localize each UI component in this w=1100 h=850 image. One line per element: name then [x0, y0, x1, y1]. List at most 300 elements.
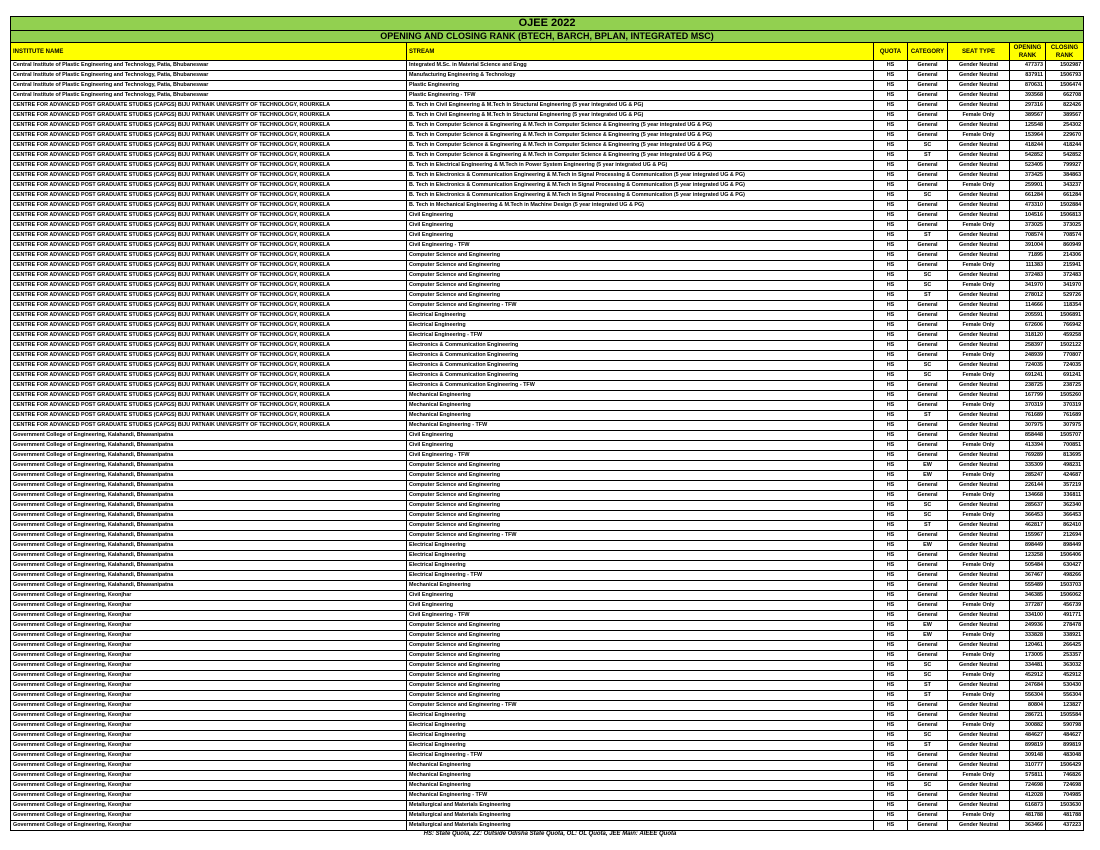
table-row: [11, 211, 1084, 221]
cell-institute: Government College of Engineering, Kalahandi, Bhawanipatna: [11, 531, 407, 541]
cell-stream: Mechanical Engineering: [407, 771, 874, 781]
cell-stream: B. Tech in Computer Science & Engineering & M.Tech in Computer Science & Engineering (5 year integrated UG & PG): [407, 141, 874, 151]
cell-institute: Government College of Engineering, Kalahandi, Bhawanipatna: [11, 461, 407, 471]
cell-closing-rank: 253357: [1046, 651, 1084, 661]
cell-opening-rank: 173005: [1010, 651, 1046, 661]
table-row: [11, 411, 1084, 421]
cell-quota: HS: [874, 631, 908, 641]
cell-closing-rank: 483048: [1046, 751, 1084, 761]
cell-quota: HS: [874, 461, 908, 471]
cell-institute: Central Institute of Plastic Engineering and Technology, Patia, Bhubaneswar: [11, 91, 407, 101]
cell-seat-type: Gender Neutral: [948, 731, 1010, 741]
cell-quota: HS: [874, 591, 908, 601]
cell-seat-type: Gender Neutral: [948, 521, 1010, 531]
cell-quota: HS: [874, 91, 908, 101]
cell-category: General: [908, 531, 948, 541]
cell-opening-rank: 708574: [1010, 231, 1046, 241]
cell-opening-rank: 309148: [1010, 751, 1046, 761]
cell-quota: HS: [874, 441, 908, 451]
cell-stream: Computer Science and Engineering: [407, 621, 874, 631]
cell-category: SC: [908, 731, 948, 741]
cell-category: General: [908, 261, 948, 271]
cell-opening-rank: 278012: [1010, 291, 1046, 301]
cell-opening-rank: 238725: [1010, 381, 1046, 391]
cell-quota: HS: [874, 671, 908, 681]
cell-closing-rank: 1503703: [1046, 581, 1084, 591]
cell-seat-type: Gender Neutral: [948, 291, 1010, 301]
cell-seat-type: Female Only: [948, 651, 1010, 661]
cell-stream: Electronics & Communication Engineering: [407, 341, 874, 351]
cell-closing-rank: 424687: [1046, 471, 1084, 481]
sheet-title: OJEE 2022: [11, 17, 1084, 31]
cell-closing-rank: 1503630: [1046, 801, 1084, 811]
cell-closing-rank: 530430: [1046, 681, 1084, 691]
cell-opening-rank: 837911: [1010, 71, 1046, 81]
cell-stream: Mechanical Engineering: [407, 781, 874, 791]
cell-category: General: [908, 311, 948, 321]
cell-stream: Computer Science and Engineering: [407, 631, 874, 641]
table-row: [11, 191, 1084, 201]
cell-category: General: [908, 331, 948, 341]
cell-opening-rank: 413394: [1010, 441, 1046, 451]
cell-closing-rank: 254302: [1046, 121, 1084, 131]
cell-quota: HS: [874, 701, 908, 711]
cell-seat-type: Gender Neutral: [948, 161, 1010, 171]
table-row: [11, 221, 1084, 231]
cell-institute: Government College of Engineering, Kalahandi, Bhawanipatna: [11, 511, 407, 521]
cell-opening-rank: 226144: [1010, 481, 1046, 491]
table-row: [11, 241, 1084, 251]
cell-institute: CENTRE FOR ADVANCED POST GRADUATE STUDIES (CAPGS) BIJU PATNAIK UNIVERSITY OF TECHNOLOGY, ROURKELA: [11, 311, 407, 321]
cell-stream: Mechanical Engineering - TFW: [407, 421, 874, 431]
cell-quota: HS: [874, 481, 908, 491]
cell-category: General: [908, 591, 948, 601]
cell-institute: Government College of Engineering, Keonjhar: [11, 591, 407, 601]
cell-quota: HS: [874, 761, 908, 771]
cell-quota: HS: [874, 281, 908, 291]
cell-closing-rank: 118354: [1046, 301, 1084, 311]
cell-opening-rank: 661284: [1010, 191, 1046, 201]
cell-quota: HS: [874, 321, 908, 331]
cell-seat-type: Gender Neutral: [948, 641, 1010, 651]
cell-closing-rank: 899819: [1046, 741, 1084, 751]
cell-institute: CENTRE FOR ADVANCED POST GRADUATE STUDIES (CAPGS) BIJU PATNAIK UNIVERSITY OF TECHNOLOGY, ROURKELA: [11, 221, 407, 231]
cell-stream: Electrical Engineering: [407, 731, 874, 741]
table-row: [11, 431, 1084, 441]
cell-seat-type: Gender Neutral: [948, 91, 1010, 101]
cell-institute: Central Institute of Plastic Engineering and Technology, Patia, Bhubaneswar: [11, 81, 407, 91]
cell-quota: HS: [874, 191, 908, 201]
cell-stream: Civil Engineering: [407, 211, 874, 221]
cell-quota: HS: [874, 371, 908, 381]
cell-quota: HS: [874, 771, 908, 781]
cell-category: General: [908, 761, 948, 771]
cell-opening-rank: 334100: [1010, 611, 1046, 621]
table-row: [11, 541, 1084, 551]
cell-seat-type: Female Only: [948, 671, 1010, 681]
cell-category: General: [908, 821, 948, 831]
table-row: [11, 701, 1084, 711]
cell-opening-rank: 452912: [1010, 671, 1046, 681]
cell-category: General: [908, 751, 948, 761]
cell-seat-type: Gender Neutral: [948, 481, 1010, 491]
cell-quota: HS: [874, 501, 908, 511]
cell-institute: Government College of Engineering, Keonjhar: [11, 791, 407, 801]
cell-opening-rank: 462817: [1010, 521, 1046, 531]
table-row: [11, 661, 1084, 671]
cell-closing-rank: 459258: [1046, 331, 1084, 341]
cell-opening-rank: 318120: [1010, 331, 1046, 341]
cell-institute: CENTRE FOR ADVANCED POST GRADUATE STUDIES (CAPGS) BIJU PATNAIK UNIVERSITY OF TECHNOLOGY, ROURKELA: [11, 171, 407, 181]
table-row: [11, 131, 1084, 141]
table-row: [11, 251, 1084, 261]
cell-stream: B. Tech in Electronics & Communication Engineering & M.Tech in Signal Processing & Communication (5 year integrated UG & PG): [407, 191, 874, 201]
cell-closing-rank: 484627: [1046, 731, 1084, 741]
table-row: [11, 481, 1084, 491]
cell-seat-type: Female Only: [948, 351, 1010, 361]
cell-seat-type: Gender Neutral: [948, 701, 1010, 711]
cell-category: General: [908, 611, 948, 621]
cell-seat-type: Gender Neutral: [948, 311, 1010, 321]
cell-stream: Mechanical Engineering: [407, 401, 874, 411]
cell-stream: B. Tech in Civil Engineering & M.Tech in Structural Engineering (5 year integrated UG & PG): [407, 101, 874, 111]
table-row: [11, 731, 1084, 741]
header-opening-rank: OPENING RANK: [1010, 43, 1046, 61]
cell-seat-type: Female Only: [948, 401, 1010, 411]
table-row: [11, 671, 1084, 681]
cell-opening-rank: 167799: [1010, 391, 1046, 401]
cell-closing-rank: 307975: [1046, 421, 1084, 431]
table-row: [11, 451, 1084, 461]
cell-opening-rank: 391004: [1010, 241, 1046, 251]
cell-closing-rank: 456739: [1046, 601, 1084, 611]
cell-closing-rank: 362340: [1046, 501, 1084, 511]
cell-quota: HS: [874, 221, 908, 231]
table-row: [11, 761, 1084, 771]
header-category: CATEGORY: [908, 43, 948, 61]
cell-quota: HS: [874, 561, 908, 571]
cell-opening-rank: 307975: [1010, 421, 1046, 431]
cell-category: General: [908, 81, 948, 91]
cell-seat-type: Female Only: [948, 111, 1010, 121]
header-row: [11, 43, 1084, 61]
cell-stream: Computer Science and Engineering: [407, 261, 874, 271]
cell-seat-type: Female Only: [948, 321, 1010, 331]
cell-institute: Government College of Engineering, Keonjhar: [11, 651, 407, 661]
cell-category: General: [908, 181, 948, 191]
table-row: [11, 401, 1084, 411]
cell-stream: Mechanical Engineering: [407, 391, 874, 401]
table-row: [11, 71, 1084, 81]
cell-opening-rank: 373025: [1010, 221, 1046, 231]
cell-seat-type: Female Only: [948, 721, 1010, 731]
cell-stream: Metallurgical and Materials Engineering: [407, 821, 874, 831]
cell-institute: Government College of Engineering, Keonjhar: [11, 611, 407, 621]
table-row: [11, 511, 1084, 521]
cell-quota: HS: [874, 421, 908, 431]
table-row: [11, 171, 1084, 181]
cell-seat-type: Gender Neutral: [948, 141, 1010, 151]
cell-category: ST: [908, 521, 948, 531]
cell-category: General: [908, 111, 948, 121]
cell-quota: HS: [874, 351, 908, 361]
cell-closing-rank: 691241: [1046, 371, 1084, 381]
cell-closing-rank: 366453: [1046, 511, 1084, 521]
cell-institute: Government College of Engineering, Keonjhar: [11, 701, 407, 711]
cell-institute: CENTRE FOR ADVANCED POST GRADUATE STUDIES (CAPGS) BIJU PATNAIK UNIVERSITY OF TECHNOLOGY, ROURKELA: [11, 291, 407, 301]
cell-category: ST: [908, 151, 948, 161]
cell-stream: B. Tech in Electrical Engineering & M.Tech in Power System Engineering (5 year integrated UG & PG): [407, 161, 874, 171]
table-row: [11, 631, 1084, 641]
cell-closing-rank: 1506813: [1046, 211, 1084, 221]
table-row: [11, 101, 1084, 111]
cell-closing-rank: 384863: [1046, 171, 1084, 181]
cell-category: ST: [908, 411, 948, 421]
cell-seat-type: Gender Neutral: [948, 751, 1010, 761]
cell-seat-type: Female Only: [948, 261, 1010, 271]
cell-opening-rank: 616873: [1010, 801, 1046, 811]
cell-category: General: [908, 101, 948, 111]
cell-quota: HS: [874, 121, 908, 131]
cell-opening-rank: 334481: [1010, 661, 1046, 671]
table-row: [11, 301, 1084, 311]
cell-closing-rank: 229670: [1046, 131, 1084, 141]
cell-institute: Government College of Engineering, Keonjhar: [11, 781, 407, 791]
cell-quota: HS: [874, 601, 908, 611]
cell-institute: CENTRE FOR ADVANCED POST GRADUATE STUDIES (CAPGS) BIJU PATNAIK UNIVERSITY OF TECHNOLOGY, ROURKELA: [11, 111, 407, 121]
cell-stream: Plastic Engineering: [407, 81, 874, 91]
cell-institute: Government College of Engineering, Keonjhar: [11, 801, 407, 811]
cell-institute: Government College of Engineering, Kalahandi, Bhawanipatna: [11, 491, 407, 501]
cell-institute: CENTRE FOR ADVANCED POST GRADUATE STUDIES (CAPGS) BIJU PATNAIK UNIVERSITY OF TECHNOLOGY, ROURKELA: [11, 201, 407, 211]
cell-opening-rank: 691241: [1010, 371, 1046, 381]
cell-seat-type: Gender Neutral: [948, 801, 1010, 811]
cell-closing-rank: 708574: [1046, 231, 1084, 241]
cell-closing-rank: 372483: [1046, 271, 1084, 281]
cell-closing-rank: 898449: [1046, 541, 1084, 551]
cell-institute: Government College of Engineering, Kalahandi, Bhawanipatna: [11, 471, 407, 481]
cell-quota: HS: [874, 791, 908, 801]
cell-institute: CENTRE FOR ADVANCED POST GRADUATE STUDIES (CAPGS) BIJU PATNAIK UNIVERSITY OF TECHNOLOGY, ROURKELA: [11, 211, 407, 221]
cell-stream: Mechanical Engineering: [407, 761, 874, 771]
cell-stream: Electrical Engineering: [407, 721, 874, 731]
cell-category: EW: [908, 461, 948, 471]
cell-institute: Government College of Engineering, Kalahandi, Bhawanipatna: [11, 481, 407, 491]
header-stream: STREAM: [407, 43, 874, 61]
cell-seat-type: Gender Neutral: [948, 101, 1010, 111]
cell-opening-rank: 370319: [1010, 401, 1046, 411]
cell-closing-rank: 770807: [1046, 351, 1084, 361]
cell-seat-type: Gender Neutral: [948, 71, 1010, 81]
cell-opening-rank: 412028: [1010, 791, 1046, 801]
cell-seat-type: Female Only: [948, 631, 1010, 641]
cell-category: General: [908, 451, 948, 461]
cell-opening-rank: 258397: [1010, 341, 1046, 351]
cell-stream: Computer Science and Engineering: [407, 511, 874, 521]
cell-stream: Computer Science and Engineering: [407, 501, 874, 511]
cell-opening-rank: 761689: [1010, 411, 1046, 421]
footer-note: HS: State Quota, ZZ: Outside Odisha State Quota, OL: OL Quota, JEE Main: AIEEE Quota: [423, 831, 677, 837]
cell-quota: HS: [874, 691, 908, 701]
table-row: [11, 581, 1084, 591]
cell-closing-rank: 1506429: [1046, 761, 1084, 771]
table-row: [11, 161, 1084, 171]
table-row: [11, 711, 1084, 721]
cell-seat-type: Female Only: [948, 371, 1010, 381]
table-row: [11, 181, 1084, 191]
cell-institute: Government College of Engineering, Kalahandi, Bhawanipatna: [11, 501, 407, 511]
cell-institute: Government College of Engineering, Kalahandi, Bhawanipatna: [11, 431, 407, 441]
table-row: [11, 371, 1084, 381]
cell-category: General: [908, 701, 948, 711]
cell-stream: Electronics & Communication Engineering - TFW: [407, 381, 874, 391]
cell-closing-rank: 1502987: [1046, 61, 1084, 71]
cell-category: General: [908, 251, 948, 261]
cell-institute: CENTRE FOR ADVANCED POST GRADUATE STUDIES (CAPGS) BIJU PATNAIK UNIVERSITY OF TECHNOLOGY, ROURKELA: [11, 401, 407, 411]
cell-quota: HS: [874, 521, 908, 531]
cell-closing-rank: 343237: [1046, 181, 1084, 191]
cell-quota: HS: [874, 131, 908, 141]
cell-stream: B. Tech in Mechanical Engineering & M.Tech in Machine Design (5 year integrated UG & PG): [407, 201, 874, 211]
cell-institute: CENTRE FOR ADVANCED POST GRADUATE STUDIES (CAPGS) BIJU PATNAIK UNIVERSITY OF TECHNOLOGY, ROURKELA: [11, 131, 407, 141]
cell-seat-type: Gender Neutral: [948, 251, 1010, 261]
cell-quota: HS: [874, 111, 908, 121]
cell-stream: B. Tech in Civil Engineering & M.Tech in Structural Engineering (5 year integrated UG & PG): [407, 111, 874, 121]
table-row: [11, 491, 1084, 501]
cell-opening-rank: 300882: [1010, 721, 1046, 731]
cell-opening-rank: 366453: [1010, 511, 1046, 521]
cell-closing-rank: 418244: [1046, 141, 1084, 151]
cell-institute: CENTRE FOR ADVANCED POST GRADUATE STUDIES (CAPGS) BIJU PATNAIK UNIVERSITY OF TECHNOLOGY, ROURKELA: [11, 391, 407, 401]
cell-opening-rank: 155967: [1010, 531, 1046, 541]
cell-stream: Computer Science and Engineering: [407, 481, 874, 491]
cell-quota: HS: [874, 581, 908, 591]
cell-seat-type: Gender Neutral: [948, 381, 1010, 391]
cell-category: General: [908, 391, 948, 401]
cell-quota: HS: [874, 181, 908, 191]
cell-stream: Computer Science and Engineering - TFW: [407, 301, 874, 311]
cell-stream: Computer Science and Engineering - TFW: [407, 701, 874, 711]
table-row: [11, 331, 1084, 341]
cell-closing-rank: 813695: [1046, 451, 1084, 461]
cell-institute: Government College of Engineering, Keonjhar: [11, 671, 407, 681]
cell-category: General: [908, 301, 948, 311]
cell-institute: CENTRE FOR ADVANCED POST GRADUATE STUDIES (CAPGS) BIJU PATNAIK UNIVERSITY OF TECHNOLOGY, ROURKELA: [11, 141, 407, 151]
cell-opening-rank: 393568: [1010, 91, 1046, 101]
cell-seat-type: Gender Neutral: [948, 231, 1010, 241]
cell-stream: Electronics & Communication Engineering: [407, 371, 874, 381]
cell-category: General: [908, 201, 948, 211]
table-row: [11, 751, 1084, 761]
cell-stream: Computer Science and Engineering: [407, 681, 874, 691]
cell-opening-rank: 899819: [1010, 741, 1046, 751]
cell-closing-rank: 238725: [1046, 381, 1084, 391]
cell-opening-rank: 724035: [1010, 361, 1046, 371]
table-row: [11, 461, 1084, 471]
cell-quota: HS: [874, 171, 908, 181]
spreadsheet: [10, 16, 1083, 831]
cell-quota: HS: [874, 821, 908, 831]
cell-institute: CENTRE FOR ADVANCED POST GRADUATE STUDIES (CAPGS) BIJU PATNAIK UNIVERSITY OF TECHNOLOGY, ROURKELA: [11, 301, 407, 311]
cell-closing-rank: 452912: [1046, 671, 1084, 681]
cell-opening-rank: 247684: [1010, 681, 1046, 691]
cell-closing-rank: 336811: [1046, 491, 1084, 501]
cell-opening-rank: 870631: [1010, 81, 1046, 91]
cell-opening-rank: 120461: [1010, 641, 1046, 651]
cell-stream: Electronics & Communication Engineering: [407, 351, 874, 361]
cell-institute: Government College of Engineering, Keonjhar: [11, 731, 407, 741]
table-row: [11, 121, 1084, 131]
cell-category: General: [908, 481, 948, 491]
cell-closing-rank: 860949: [1046, 241, 1084, 251]
cell-category: General: [908, 491, 948, 501]
title-row: [11, 17, 1084, 31]
cell-quota: HS: [874, 511, 908, 521]
cell-institute: Government College of Engineering, Keonjhar: [11, 771, 407, 781]
cell-quota: HS: [874, 811, 908, 821]
cell-closing-rank: 529726: [1046, 291, 1084, 301]
cell-category: SC: [908, 511, 948, 521]
cell-opening-rank: 310777: [1010, 761, 1046, 771]
table-row: [11, 531, 1084, 541]
cell-category: SC: [908, 191, 948, 201]
cell-seat-type: Female Only: [948, 281, 1010, 291]
cell-closing-rank: 724035: [1046, 361, 1084, 371]
table-row: [11, 421, 1084, 431]
cell-category: EW: [908, 541, 948, 551]
cell-opening-rank: 111383: [1010, 261, 1046, 271]
cell-opening-rank: 297316: [1010, 101, 1046, 111]
table-row: [11, 571, 1084, 581]
cell-stream: Electronics & Communication Engineering: [407, 361, 874, 371]
cell-institute: Government College of Engineering, Keonjhar: [11, 691, 407, 701]
cell-institute: CENTRE FOR ADVANCED POST GRADUATE STUDIES (CAPGS) BIJU PATNAIK UNIVERSITY OF TECHNOLOGY, ROURKELA: [11, 371, 407, 381]
cell-category: General: [908, 721, 948, 731]
cell-seat-type: Gender Neutral: [948, 711, 1010, 721]
cell-quota: HS: [874, 391, 908, 401]
cell-quota: HS: [874, 151, 908, 161]
cell-institute: CENTRE FOR ADVANCED POST GRADUATE STUDIES (CAPGS) BIJU PATNAIK UNIVERSITY OF TECHNOLOGY, ROURKELA: [11, 101, 407, 111]
cell-opening-rank: 335309: [1010, 461, 1046, 471]
cell-institute: CENTRE FOR ADVANCED POST GRADUATE STUDIES (CAPGS) BIJU PATNAIK UNIVERSITY OF TECHNOLOGY, ROURKELA: [11, 241, 407, 251]
cell-institute: CENTRE FOR ADVANCED POST GRADUATE STUDIES (CAPGS) BIJU PATNAIK UNIVERSITY OF TECHNOLOGY, ROURKELA: [11, 351, 407, 361]
cell-institute: CENTRE FOR ADVANCED POST GRADUATE STUDIES (CAPGS) BIJU PATNAIK UNIVERSITY OF TECHNOLOGY, ROURKELA: [11, 361, 407, 371]
cell-seat-type: Gender Neutral: [948, 411, 1010, 421]
cell-stream: Computer Science and Engineering: [407, 671, 874, 681]
table-row: [11, 741, 1084, 751]
table-row: [11, 501, 1084, 511]
cell-stream: Computer Science and Engineering: [407, 651, 874, 661]
cell-quota: HS: [874, 331, 908, 341]
cell-opening-rank: 123258: [1010, 551, 1046, 561]
cell-stream: Integrated M.Sc. in Material Science and Engg: [407, 61, 874, 71]
cell-institute: Government College of Engineering, Keonjhar: [11, 751, 407, 761]
cell-seat-type: Gender Neutral: [948, 151, 1010, 161]
cell-closing-rank: 498266: [1046, 571, 1084, 581]
cell-opening-rank: 898449: [1010, 541, 1046, 551]
cell-institute: Government College of Engineering, Keonjhar: [11, 641, 407, 651]
cell-institute: CENTRE FOR ADVANCED POST GRADUATE STUDIES (CAPGS) BIJU PATNAIK UNIVERSITY OF TECHNOLOGY, ROURKELA: [11, 411, 407, 421]
cell-closing-rank: 662708: [1046, 91, 1084, 101]
header-seat-type: SEAT TYPE: [948, 43, 1010, 61]
cell-seat-type: Gender Neutral: [948, 271, 1010, 281]
cell-opening-rank: 248939: [1010, 351, 1046, 361]
cell-institute: CENTRE FOR ADVANCED POST GRADUATE STUDIES (CAPGS) BIJU PATNAIK UNIVERSITY OF TECHNOLOGY, ROURKELA: [11, 181, 407, 191]
cell-quota: HS: [874, 341, 908, 351]
cell-stream: Computer Science and Engineering: [407, 661, 874, 671]
table-row: [11, 471, 1084, 481]
cell-opening-rank: 481788: [1010, 811, 1046, 821]
